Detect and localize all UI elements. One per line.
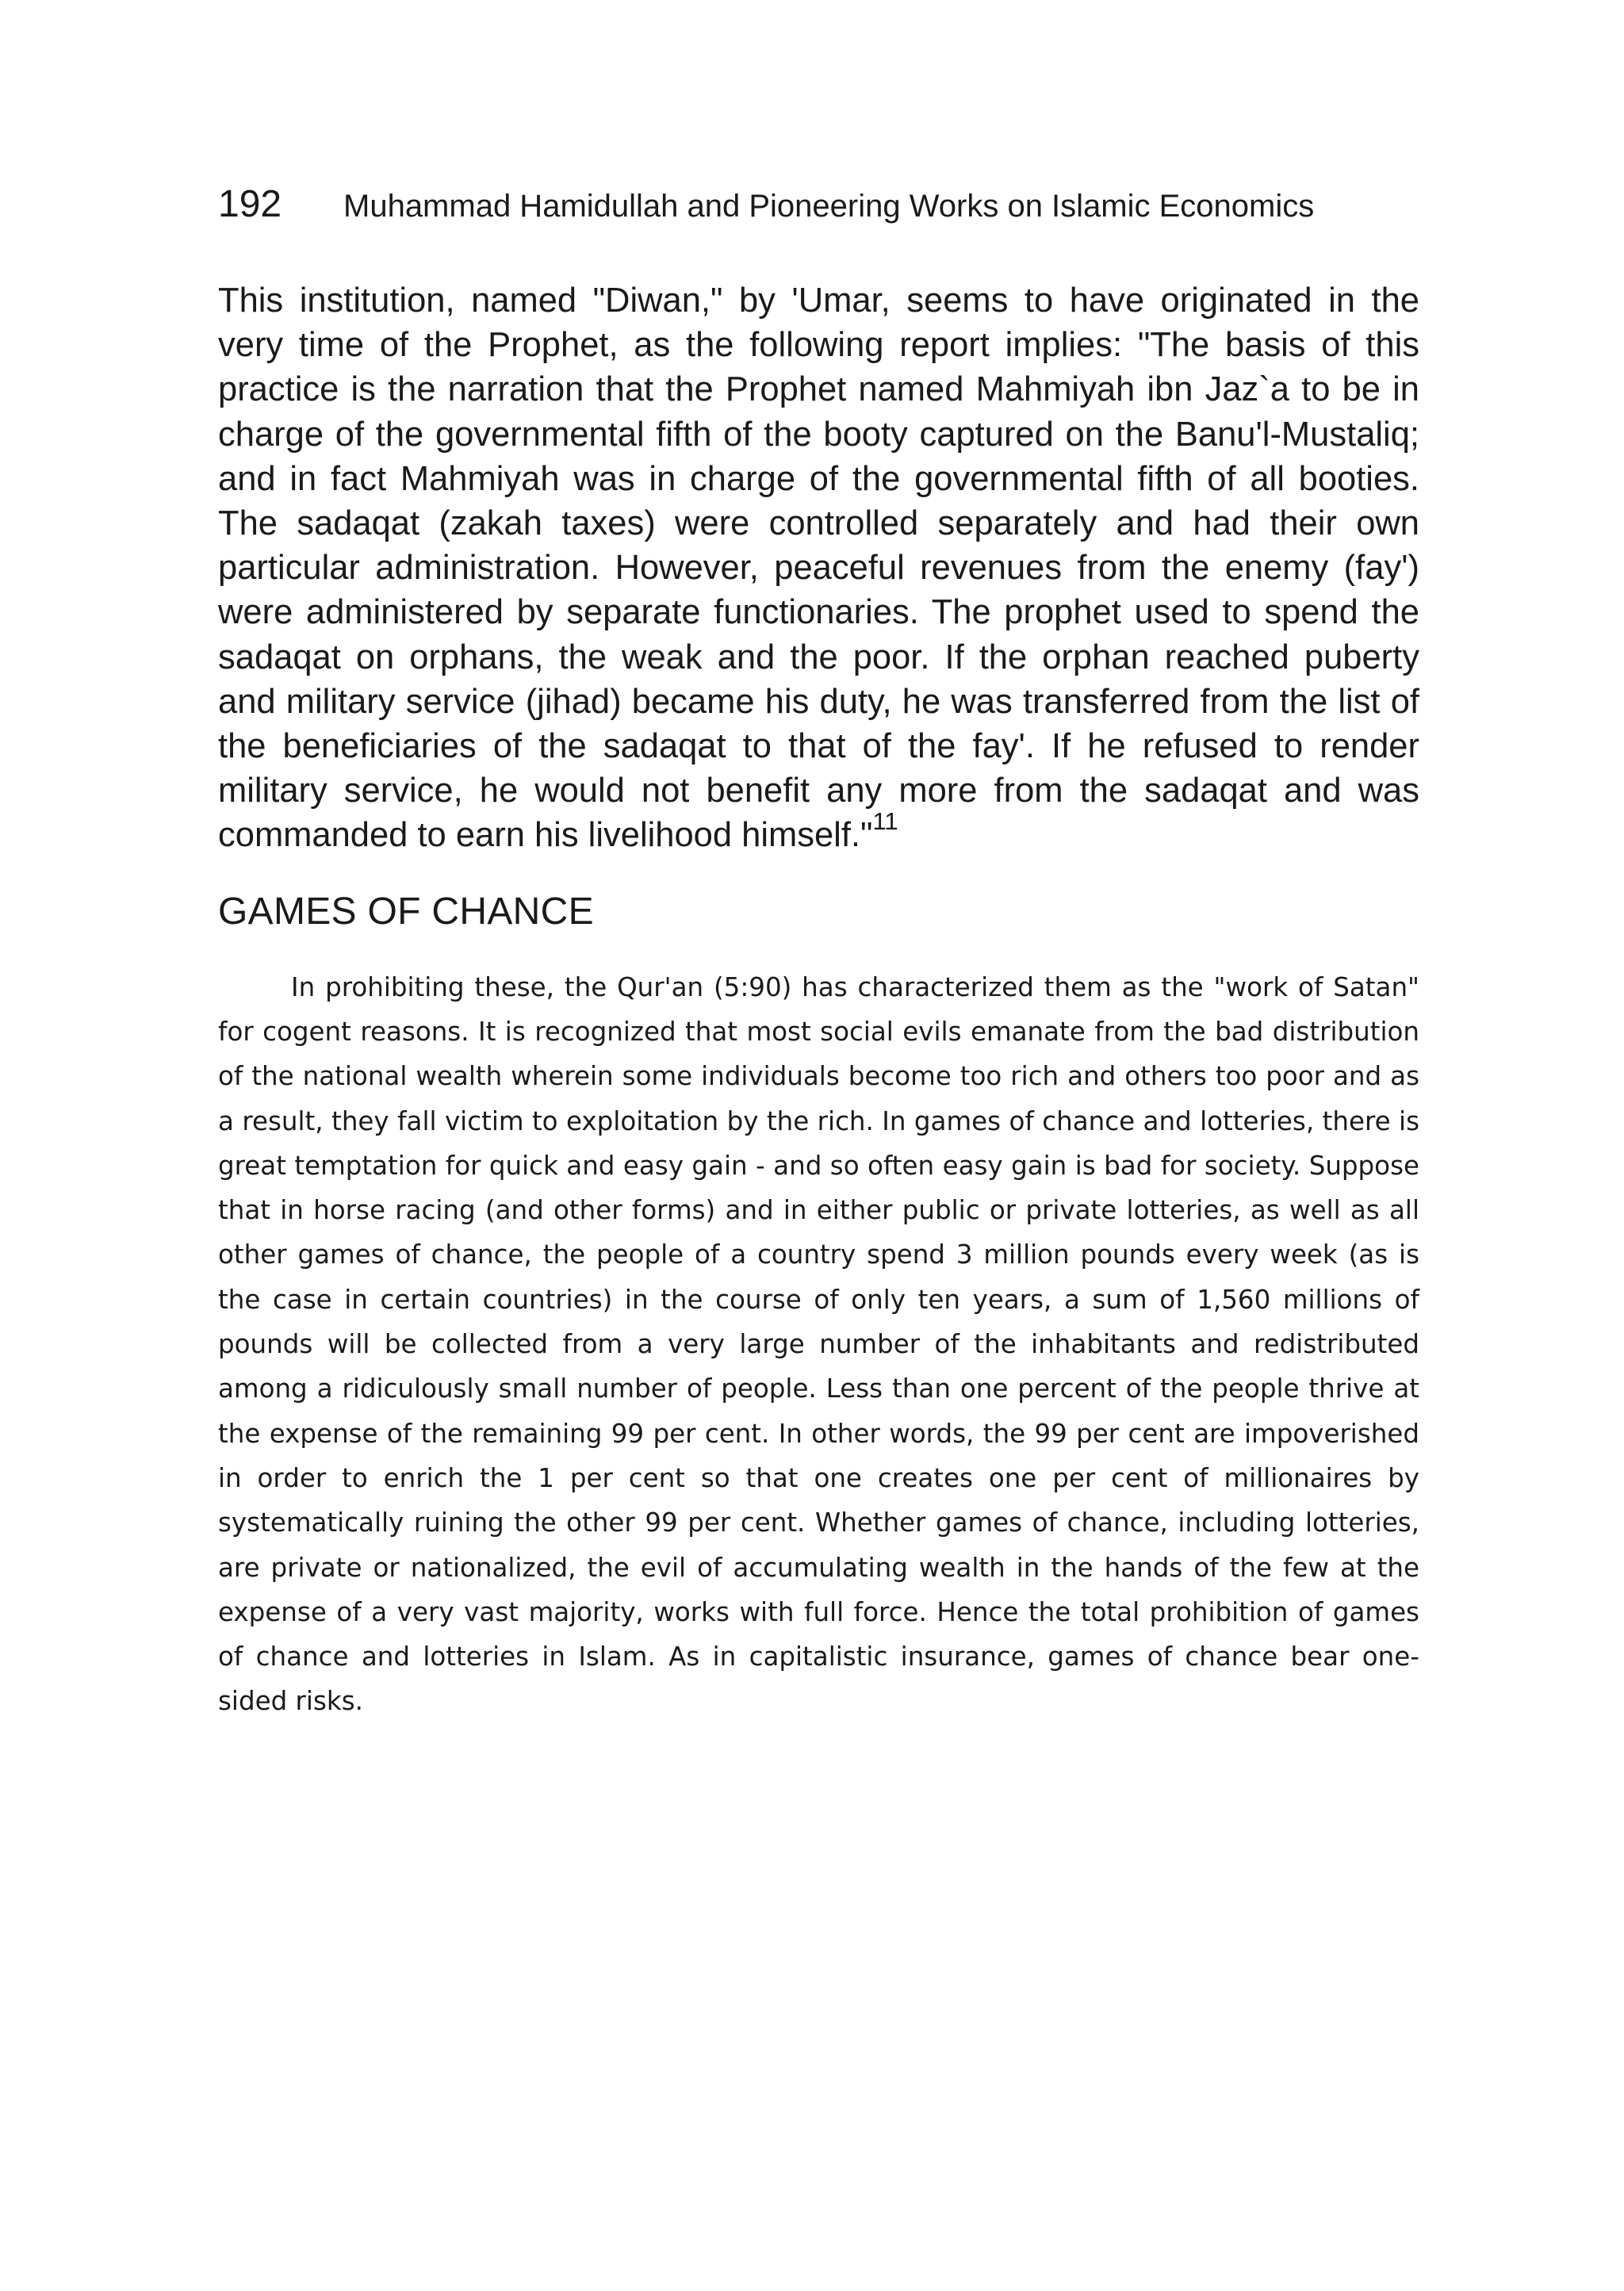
running-header [218, 182, 1419, 226]
section-heading: GAMES OF CHANCE [218, 890, 594, 933]
book-page [218, 182, 1419, 1724]
paragraph-text: This institution, named "Diwan," by 'Umar, seems to have originated in the very time of the Prophet, as the following report implies: "The basis of this practice is the narration that the Prophet named Mahmiyah ibn Jaz`a to be in charge of the governmental fifth of the booty captured on the Banu'l-Mustaliq; and in fact Mahmiyah was in charge of the governmental fifth of all booties. The sadaqat (zakah taxes) were controlled separately and had their own particular administration. However, peaceful revenues from the enemy (fay') were administered by separate functionaries. The prophet used to spend the sadaqat on orphans, the weak and the poor. If the orphan reached puberty and military service (jihad) became his duty, he was transferred from the list of the beneficiaries of the sadaqat to that of the fay'. If he refused to render military service, he would not benefit any more from the sadaqat and was commanded to earn his livelihood himself." [218, 282, 1419, 855]
running-title: Muhammad Hamidullah and Pioneering Works on Islamic Economics [343, 189, 1315, 224]
page-number: 192 [218, 183, 282, 225]
body-paragraph-diwan [218, 278, 1419, 858]
footnote-reference: 11 [872, 806, 898, 835]
body-paragraph-games-of-chance: In prohibiting these, the Qur'an (5:90) has characterized them as the "work of Satan" for cogent reasons. It is recognized that most social evils emanate from the bad distribution of the national wealth wherein some individuals become too rich and others too poor and as a result, they fall victim to exploitation by the rich. In games of chance and lotteries, there is great temptation for quick and easy gain - and so often easy gain is bad for society. Suppose that in horse racing (and other forms) and in either public or private lotteries, as well as all other games of chance, the people of a country spend 3 million pounds every week (as is the case in certain countries) in the course of only ten years, a sum of 1,560 millions of pounds will be collected from a very large number of the inhabitants and redistributed among a ridiculously small number of people. Less than one percent of the people thrive at the expense of the remaining 99 per cent. In other words, the 99 per cent are impoverished in order to enrich the 1 per cent so that one creates one per cent of millionaires by systematically ruining the other 99 per cent. Whether games of chance, including lotteries, are private or nationalized, the evil of accumulating wealth in the hands of the few at the expense of a very vast majority, works with full force. Hence the total prohibition of games of chance and lotteries in Islam. As in capitalistic insurance, games of chance bear one-sided risks. [218, 971, 1419, 1717]
